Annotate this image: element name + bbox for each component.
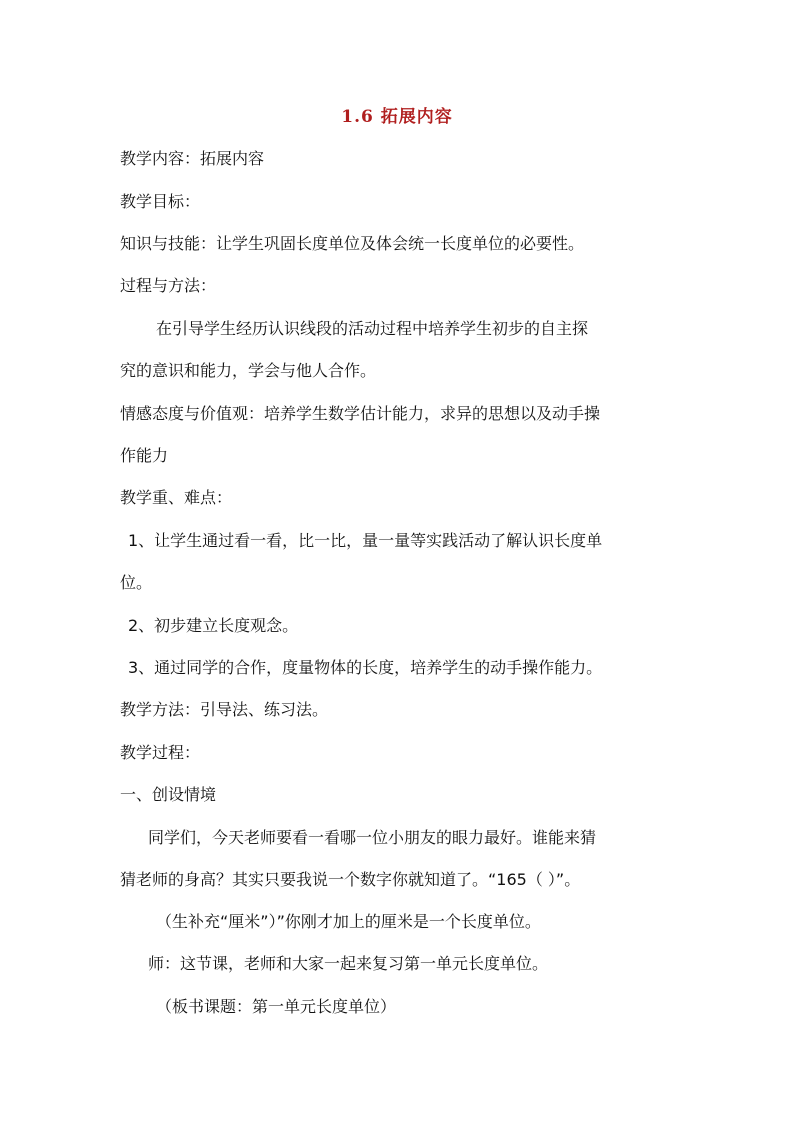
- point-1-line-1: 1、让学生通过看一看，比一比，量一量等实践活动了解认识长度单: [128, 531, 603, 550]
- process-method-heading: 过程与方法：: [120, 276, 217, 295]
- section-one-heading: 一、创设情境: [120, 785, 217, 804]
- teaching-goals-heading: 教学目标：: [120, 192, 201, 211]
- point-2-line: 2、初步建立长度观念。: [128, 616, 299, 635]
- process-method-para-line-2: 究的意识和能力，学会与他人合作。: [120, 361, 377, 380]
- point-3-line: 3、通过同学的合作，度量物体的长度，培养学生的动手操作能力。: [128, 658, 603, 677]
- board-title-line: （板书课题：第一单元长度单位）: [156, 997, 397, 1016]
- point-1-line-2: 位。: [120, 573, 153, 592]
- teacher-line: 师：这节课，老师和大家一起来复习第一单元长度单位。: [148, 954, 549, 973]
- intro-para-line-2: 猜老师的身高？其实只要我说一个数字你就知道了。“165（ ）”。: [120, 870, 581, 889]
- document-title: 1.6 拓展内容: [341, 107, 453, 127]
- teaching-content-line: 教学内容：拓展内容: [120, 149, 265, 168]
- attitude-values-line-1: 情感态度与价值观：培养学生数学估计能力，求异的思想以及动手操: [120, 404, 601, 423]
- teaching-process-heading: 教学过程：: [120, 743, 201, 762]
- intro-para-line-1: 同学们，今天老师要看一看哪一位小朋友的眼力最好。谁能来猜: [148, 828, 597, 847]
- key-difficult-points-heading: 教学重、难点：: [120, 488, 233, 507]
- teaching-methods-line: 教学方法：引导法、练习法。: [120, 700, 329, 719]
- student-supplement-line: （生补充“厘米”）”你刚才加上的厘米是一个长度单位。: [156, 912, 541, 931]
- knowledge-skills-line: 知识与技能：让学生巩固长度单位及体会统一长度单位的必要性。: [120, 234, 585, 253]
- attitude-values-line-2: 作能力: [120, 446, 169, 465]
- process-method-para-line-1: 在引导学生经历认识线段的活动过程中培养学生初步的自主探: [156, 319, 589, 338]
